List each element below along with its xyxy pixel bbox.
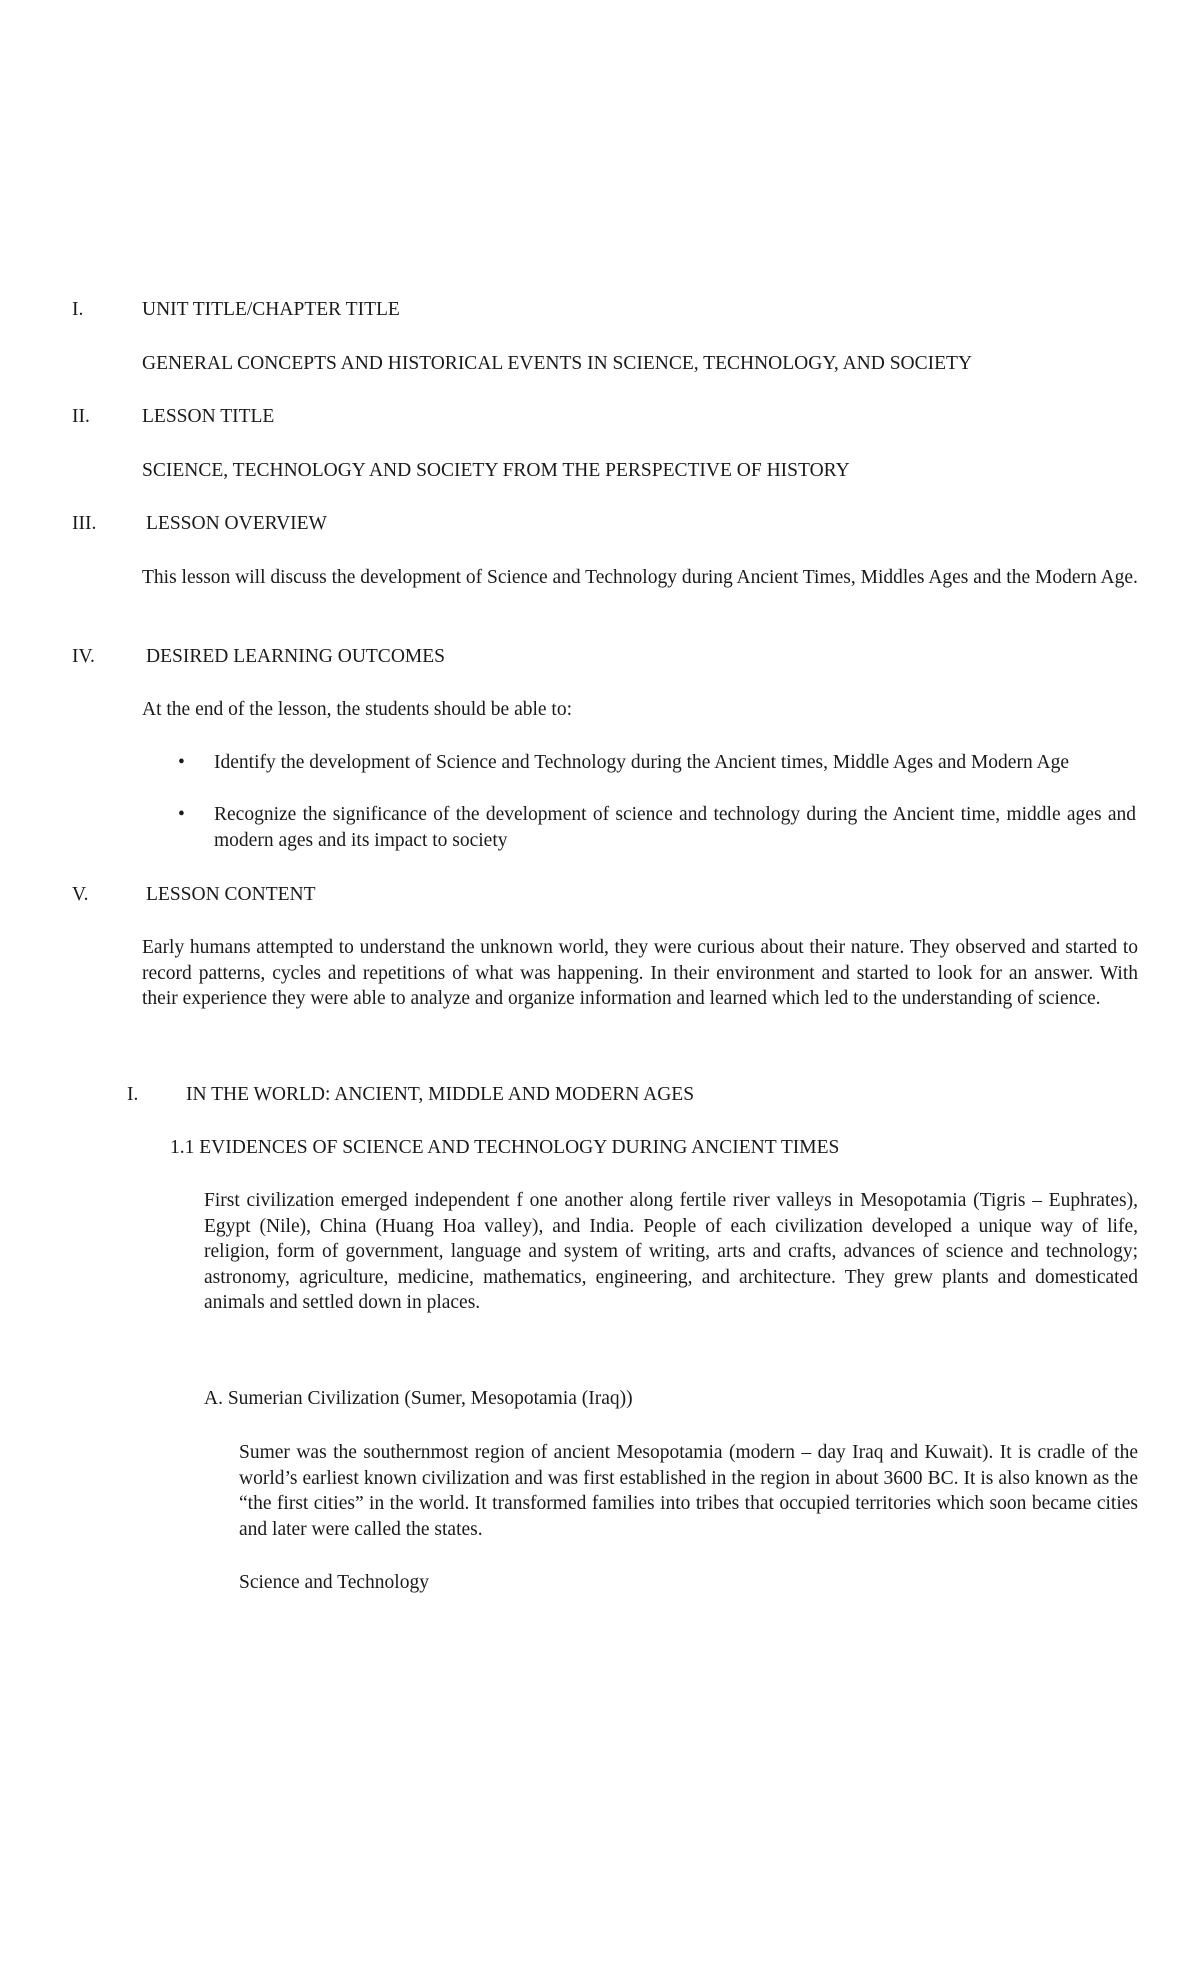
list-item — [178, 750, 1138, 802]
section-heading-learning-outcomes: DESIRED LEARNING OUTCOMES — [146, 646, 445, 667]
bullet-icon: • — [178, 752, 185, 773]
section-numeral: II. — [72, 406, 90, 427]
lesson-content-paragraph: Early humans attempted to understand the unknown world, they were curious about their nature. They observed and started to record patterns, cycles and repetitions of what was happening. In their environment and started to look for an answer. With their experience they were able to analyze and organize information and learned which led to the understanding of science. — [142, 937, 1138, 1009]
sumerian-paragraph: Sumer was the southernmost region of ancient Mesopotamia (modern – day Iraq and Kuwait). It is cradle of the world’s earliest known civilization and was first established in the region in about 3600 BC. It is also known as the “the first cities” in the world. It transformed families into tribes that occupied territories which soon became cities and later were called the states. — [239, 1442, 1138, 1540]
unit-title-text: GENERAL CONCEPTS AND HISTORICAL EVENTS IN SCIENCE, TECHNOLOGY, AND SOCIETY — [142, 353, 973, 374]
subsection-heading: IN THE WORLD: ANCIENT, MIDDLE AND MODERN AGES — [186, 1084, 695, 1105]
section-heading-lesson-title: LESSON TITLE — [142, 406, 275, 427]
section-numeral: III. — [72, 513, 97, 534]
section-heading-lesson-overview: LESSON OVERVIEW — [146, 513, 327, 534]
ancient-times-paragraph: First civilization emerged independent f one another along fertile river valleys in Mesopotamia (Tigris – Euphrates), Egypt (Nile), China (Huang Hoa valley), and India. People of each civilization developed a unique way of life, religion, form of government, language and system of writing, arts and crafts, advances of science and technology; astronomy, agriculture, medicine, mathematics, engineering, and architecture. They grew plants and domesticated animals and settled down in places. — [204, 1190, 1138, 1313]
lesson-overview-paragraph: This lesson will discuss the development of Science and Technology during Ancient Times, Middles Ages and the Modern Age. — [142, 567, 1138, 588]
section-numeral: V. — [72, 884, 89, 905]
subsection-numeral: I. — [127, 1084, 139, 1105]
science-technology-label: Science and Technology — [239, 1572, 429, 1593]
sumerian-heading: A. Sumerian Civilization (Sumer, Mesopotamia (Iraq)) — [204, 1388, 633, 1409]
subsubsection-heading: 1.1 EVIDENCES OF SCIENCE AND TECHNOLOGY DURING ANCIENT TIMES — [170, 1137, 840, 1158]
list-item — [178, 802, 1138, 854]
bullet-icon: • — [178, 804, 185, 825]
section-numeral: IV. — [72, 646, 95, 667]
lesson-title-text: SCIENCE, TECHNOLOGY AND SOCIETY FROM THE PERSPECTIVE OF HISTORY — [142, 460, 850, 481]
section-heading-unit-title: UNIT TITLE/CHAPTER TITLE — [142, 299, 400, 320]
outcomes-intro: At the end of the lesson, the students should be able to: — [142, 699, 573, 720]
outcome-text: Identify the development of Science and Technology during the Ancient times, Middle Ages and Modern Age — [214, 752, 1069, 773]
section-heading-lesson-content: LESSON CONTENT — [146, 884, 316, 905]
outcome-text: Recognize the significance of the development of science and technology during the Ancient time, middle ages and modern ages and its impact to society — [214, 804, 1136, 851]
section-numeral: I. — [72, 299, 84, 320]
